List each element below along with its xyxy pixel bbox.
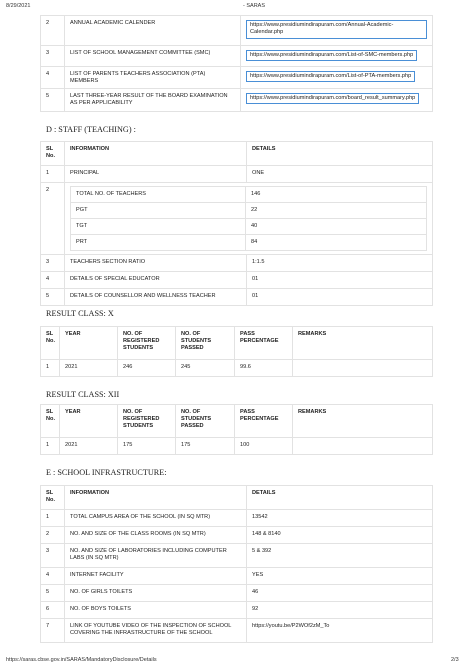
details-cell: 1:1.5 xyxy=(247,255,433,272)
table-header-row xyxy=(41,405,433,438)
year-header: YEAR xyxy=(60,327,118,360)
table-header-row xyxy=(41,142,433,166)
info-cell: DETAILS OF SPECIAL EDUCATOR xyxy=(65,272,247,289)
info-cell: DETAILS OF COUNSELLOR AND WELLNESS TEACHER xyxy=(65,289,247,306)
info-cell: NO. AND SIZE OF THE CLASS ROOMS (IN SQ MTR) xyxy=(65,527,247,544)
table-row xyxy=(71,219,427,235)
link-cell xyxy=(241,16,433,46)
table-row xyxy=(41,255,433,272)
details-cell[interactable]: https://youtu.be/P2WOf2zM_To xyxy=(247,619,433,643)
link-cell xyxy=(241,88,433,111)
document-link[interactable]: https://www.presidiumindirapuram.com/board_result_summary.php xyxy=(246,93,419,104)
teacher-count: 84 xyxy=(246,235,427,251)
table-row xyxy=(41,602,433,619)
table-row xyxy=(41,544,433,568)
registered-cell: 246 xyxy=(118,360,176,377)
info-cell: TOTAL CAMPUS AREA OF THE SCHOOL (IN SQ MTR) xyxy=(65,510,247,527)
details-cell: 46 xyxy=(247,585,433,602)
remarks-header: REMARKS xyxy=(293,327,433,360)
year-cell: 2021 xyxy=(60,438,118,455)
details-cell: 5 & 392 xyxy=(247,544,433,568)
info-cell: ANNUAL ACADEMIC CALENDER xyxy=(65,16,241,46)
link-cell xyxy=(241,46,433,67)
info-cell: LIST OF PARENTS TEACHERS ASSOCIATION (PTA) MEMBERS xyxy=(65,67,241,89)
print-url: https://saras.cbse.gov.in/SARAS/MandatoryDisclosure/Details xyxy=(6,657,157,663)
document-link[interactable]: https://www.presidiumindirapuram.com/Annual-Academic-Calendar.php xyxy=(246,20,427,39)
sl-cell: 5 xyxy=(41,585,65,602)
remarks-header: REMARKS xyxy=(293,405,433,438)
result-xii-title: RESULT CLASS: XII xyxy=(46,390,120,399)
registered-header: NO. OF REGISTERED STUDENTS xyxy=(118,327,176,360)
pass-percentage-cell: 100 xyxy=(235,438,293,455)
passed-header: NO. OF STUDENTS PASSED xyxy=(176,405,235,438)
document-link[interactable]: https://www.presidiumindirapuram.com/List-of-PTA-members.php xyxy=(246,71,415,82)
details-header: DETAILS xyxy=(247,142,433,166)
teachers-breakdown-cell xyxy=(65,183,433,255)
passed-cell: 245 xyxy=(176,360,235,377)
table-row xyxy=(41,360,433,377)
table-row xyxy=(71,235,427,251)
sl-cell: 4 xyxy=(41,67,65,89)
details-cell: 148 & 8140 xyxy=(247,527,433,544)
table-row xyxy=(41,88,433,111)
sl-header: SL No. xyxy=(41,327,60,360)
table-row xyxy=(71,203,427,219)
info-cell: LIST OF SCHOOL MANAGEMENT COMMITTEE (SMC) xyxy=(65,46,241,67)
remarks-cell xyxy=(293,360,433,377)
teacher-count: 40 xyxy=(246,219,427,235)
sl-cell: 1 xyxy=(41,438,60,455)
sl-cell: 2 xyxy=(41,16,65,46)
table-row xyxy=(41,289,433,306)
details-header: DETAILS xyxy=(247,486,433,510)
documents-table xyxy=(40,15,433,112)
details-cell: 01 xyxy=(247,272,433,289)
passed-header: NO. OF STUDENTS PASSED xyxy=(176,327,235,360)
sl-cell: 3 xyxy=(41,46,65,67)
info-cell: INTERNET FACILITY xyxy=(65,568,247,585)
table-row xyxy=(41,585,433,602)
details-cell: 92 xyxy=(247,602,433,619)
teacher-category: TOTAL NO. OF TEACHERS xyxy=(71,187,246,203)
details-cell: YES xyxy=(247,568,433,585)
table-row xyxy=(41,166,433,183)
teacher-category: PGT xyxy=(71,203,246,219)
sl-cell: 2 xyxy=(41,527,65,544)
pass-percentage-header: PASS PERCENTAGE xyxy=(235,327,293,360)
info-cell: NO. OF GIRLS TOILETS xyxy=(65,585,247,602)
table-row xyxy=(41,619,433,643)
details-cell: ONE xyxy=(247,166,433,183)
table-header-row xyxy=(41,486,433,510)
sl-cell: 6 xyxy=(41,602,65,619)
result-xii-table xyxy=(40,404,433,455)
staff-table xyxy=(40,141,433,306)
table-row xyxy=(41,272,433,289)
table-row xyxy=(41,46,433,67)
sl-cell: 3 xyxy=(41,544,65,568)
sl-cell: 3 xyxy=(41,255,65,272)
sl-cell: 7 xyxy=(41,619,65,643)
result-x-table xyxy=(40,326,433,377)
sl-cell: 1 xyxy=(41,360,60,377)
sl-cell: 2 xyxy=(41,183,65,255)
staff-section-title: D : STAFF (TEACHING) : xyxy=(46,125,136,134)
info-cell: TEACHERS SECTION RATIO xyxy=(65,255,247,272)
table-row xyxy=(41,568,433,585)
table-row xyxy=(41,527,433,544)
sl-cell: 4 xyxy=(41,568,65,585)
document-link[interactable]: https://www.presidiumindirapuram.com/List-of-SMC-members.php xyxy=(246,50,417,61)
page-number: 2/3 xyxy=(451,657,459,663)
table-row xyxy=(41,510,433,527)
year-header: YEAR xyxy=(60,405,118,438)
print-title: - SARAS xyxy=(243,3,266,9)
passed-cell: 175 xyxy=(176,438,235,455)
result-x-title: RESULT CLASS: X xyxy=(46,309,114,318)
sl-cell: 1 xyxy=(41,166,65,183)
link-cell xyxy=(241,67,433,89)
sl-cell: 1 xyxy=(41,510,65,527)
teacher-category: PRT xyxy=(71,235,246,251)
info-cell: PRINCIPAL xyxy=(65,166,247,183)
info-cell: LAST THREE-YEAR RESULT OF THE BOARD EXAMINATION AS PER APPLICABILITY xyxy=(65,88,241,111)
teacher-count: 146 xyxy=(246,187,427,203)
teacher-count: 22 xyxy=(246,203,427,219)
pass-percentage-cell: 99.6 xyxy=(235,360,293,377)
registered-cell: 175 xyxy=(118,438,176,455)
teacher-category: TGT xyxy=(71,219,246,235)
table-row xyxy=(41,438,433,455)
pass-percentage-header: PASS PERCENTAGE xyxy=(235,405,293,438)
table-header-row xyxy=(41,327,433,360)
table-row xyxy=(71,187,427,203)
sl-cell: 5 xyxy=(41,88,65,111)
info-cell: LINK OF YOUTUBE VIDEO OF THE INSPECTION OF SCHOOL COVERING THE INFRASTRUCTURE OF THE SCHOOL xyxy=(65,619,247,643)
registered-header: NO. OF REGISTERED STUDENTS xyxy=(118,405,176,438)
table-row xyxy=(41,16,433,46)
infrastructure-section-title: E : SCHOOL INFRASTRUCTURE: xyxy=(46,468,167,477)
remarks-cell xyxy=(293,438,433,455)
details-cell: 13542 xyxy=(247,510,433,527)
details-cell: 01 xyxy=(247,289,433,306)
infrastructure-table xyxy=(40,485,433,643)
sl-header: SL No. xyxy=(41,142,65,166)
teachers-breakdown-table xyxy=(70,186,427,251)
sl-cell: 5 xyxy=(41,289,65,306)
table-row xyxy=(41,67,433,89)
info-cell: NO. AND SIZE OF LABORATORIES INCLUDING COMPUTER LABS (IN SQ MTR) xyxy=(65,544,247,568)
info-header: INFORMATION xyxy=(65,486,247,510)
print-date: 8/29/2021 xyxy=(6,3,31,9)
year-cell: 2021 xyxy=(60,360,118,377)
info-cell: NO. OF BOYS TOILETS xyxy=(65,602,247,619)
sl-header: SL No. xyxy=(41,486,65,510)
sl-cell: 4 xyxy=(41,272,65,289)
table-row xyxy=(41,183,433,255)
sl-header: SL No. xyxy=(41,405,60,438)
info-header: INFORMATION xyxy=(65,142,247,166)
